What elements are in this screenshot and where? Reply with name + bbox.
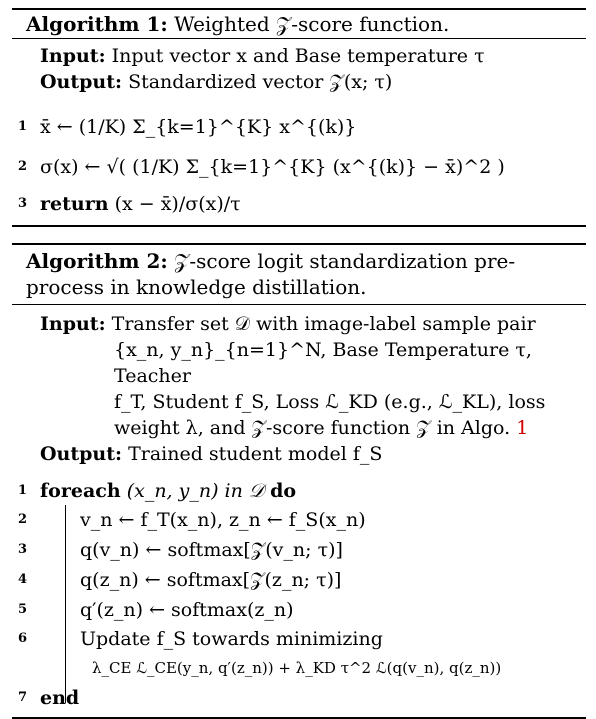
algo2-steps bbox=[12, 477, 586, 713]
line-number: 2 bbox=[18, 159, 28, 174]
input-label: Input: bbox=[40, 313, 106, 335]
input-text: Input vector x and Base temperature τ bbox=[111, 45, 485, 67]
output-label: Output: bbox=[40, 443, 123, 465]
input-text-last bbox=[12, 415, 586, 441]
line-number: 1 bbox=[18, 483, 28, 498]
line-text: σ(x) ← √( (1/K) Σ_{k=1}^{K} (x^{(k)} − x̄)^2 ) bbox=[40, 156, 505, 178]
line-number: 4 bbox=[18, 572, 28, 587]
algo2-line-3 bbox=[12, 535, 586, 565]
algorithm-2-label: Algorithm 2: bbox=[26, 249, 168, 273]
algorithm-1-label: Algorithm 1: bbox=[26, 12, 168, 36]
end-keyword: end bbox=[40, 687, 80, 709]
algo1-line-1 bbox=[12, 109, 586, 145]
algo2-line-4 bbox=[12, 565, 586, 595]
line-number: 3 bbox=[18, 196, 28, 211]
foreach-keyword: foreach bbox=[40, 480, 121, 502]
output-text: Standardized vector 𝒵(x; τ) bbox=[128, 71, 393, 93]
line-text: v_n ← f_T(x_n), z_n ← f_S(x_n) bbox=[80, 509, 366, 531]
bottom-rule bbox=[12, 225, 586, 227]
algo2-line-6 bbox=[12, 625, 586, 653]
output-spec bbox=[12, 69, 586, 95]
do-keyword: do bbox=[270, 480, 297, 502]
output-text: Trained student model f_S bbox=[128, 443, 383, 465]
algo2-line-6-cont bbox=[12, 653, 586, 683]
input-spec bbox=[12, 311, 586, 337]
algo1-line-3 bbox=[12, 189, 586, 219]
return-keyword: return bbox=[40, 193, 109, 215]
line-number: 3 bbox=[18, 542, 28, 557]
algorithm-2-caption-line2: process in knowledge distillation. bbox=[26, 275, 367, 299]
algo2-line-1 bbox=[12, 477, 586, 505]
line-text: Update f_S towards minimizing bbox=[80, 628, 383, 650]
input-text: f_T, Student f_S, Loss ℒ_KD (e.g., ℒ_KL), loss bbox=[114, 391, 546, 413]
input-spec bbox=[12, 43, 586, 69]
line-number: 2 bbox=[18, 512, 28, 527]
algorithm-2-title bbox=[12, 245, 586, 304]
line-text: q(z_n) ← softmax[𝒵(z_n; τ)] bbox=[80, 569, 342, 591]
algo2-line-5 bbox=[12, 595, 586, 625]
algorithm-2-caption-line1: 𝒵-score logit standardization pre- bbox=[174, 249, 516, 273]
algorithm-1-caption: Weighted 𝒵-score function. bbox=[174, 12, 450, 36]
algorithm-2 bbox=[12, 243, 586, 719]
input-text: weight λ, and 𝒵-score function 𝒵 in Algo. bbox=[114, 417, 511, 439]
algorithm-1 bbox=[12, 8, 586, 227]
input-label: Input: bbox=[40, 45, 106, 67]
algo2-line-2 bbox=[12, 505, 586, 535]
line-number: 1 bbox=[18, 119, 28, 134]
line-text: x̄ ← (1/K) Σ_{k=1}^{K} x^{(k)} bbox=[40, 116, 357, 138]
algo-reference-link[interactable]: 1 bbox=[516, 417, 529, 439]
line-number: 6 bbox=[18, 631, 28, 646]
output-label: Output: bbox=[40, 71, 123, 93]
line-text: (x − x̄)/σ(x)/τ bbox=[114, 193, 241, 215]
algo2-line-7 bbox=[12, 683, 586, 713]
input-text: {x_n, y_n}_{n=1}^N, Base Temperature τ, Teacher bbox=[114, 339, 532, 387]
line-number: 7 bbox=[18, 690, 28, 705]
foreach-expression: (x_n, y_n) in 𝒟 bbox=[126, 480, 265, 502]
line-text: q(v_n) ← softmax[𝒵(v_n; τ)] bbox=[80, 539, 343, 561]
input-text: Transfer set 𝒟 with image-label sample pair bbox=[111, 313, 536, 335]
output-spec bbox=[12, 441, 586, 467]
line-number: 5 bbox=[18, 602, 28, 617]
algo1-line-2 bbox=[12, 145, 586, 189]
line-text: λ_CE ℒ_CE(y_n, q′(z_n)) + λ_KD τ^2 ℒ(q(v_n), q(z_n)) bbox=[92, 659, 502, 677]
algorithm-1-title bbox=[12, 10, 586, 38]
line-text: q′(z_n) ← softmax(z_n) bbox=[80, 599, 294, 621]
